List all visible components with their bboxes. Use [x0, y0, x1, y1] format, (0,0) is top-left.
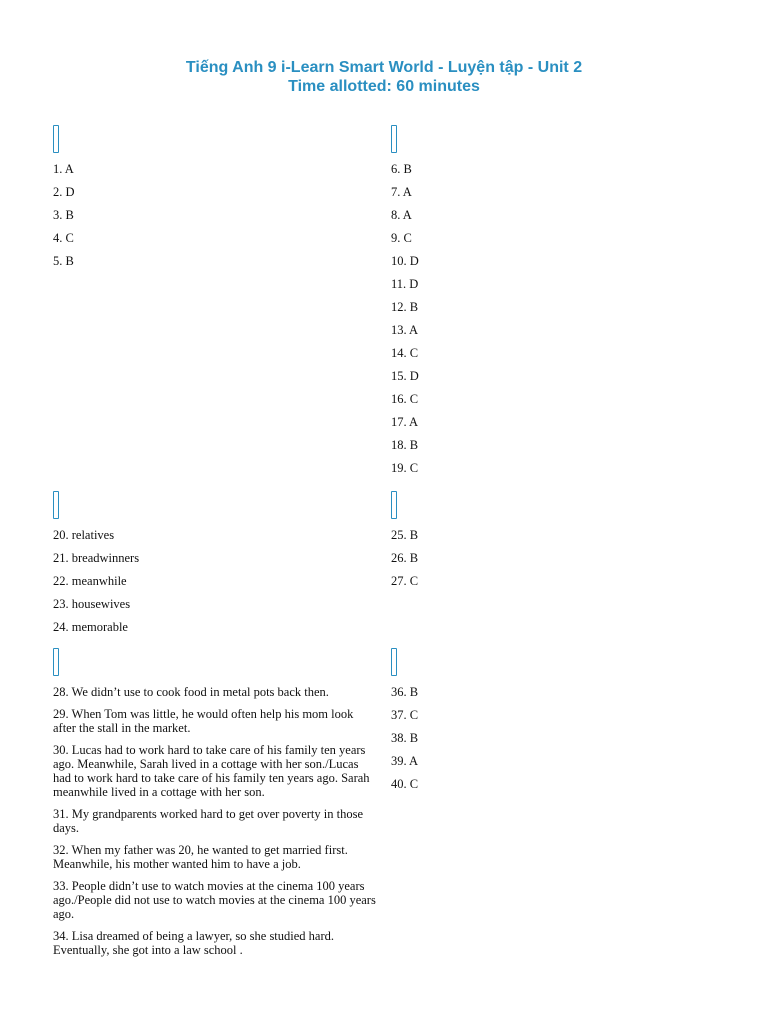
answer-item: 36. B	[391, 685, 419, 699]
answer-item: 6. B	[391, 162, 412, 176]
answer-item: 19. C	[391, 461, 419, 475]
answer-item: 37. C	[391, 708, 419, 722]
answer-item: 26. B	[391, 551, 419, 565]
section-marker-icon	[53, 125, 59, 153]
answer-item: 21. breadwinners	[53, 551, 140, 565]
answer-item: 13. A	[391, 323, 419, 337]
answer-item: 11. D	[391, 277, 419, 291]
answers-28-34	[53, 685, 378, 965]
answer-item: 34. Lisa dreamed of being a lawyer, so she studied hard. Eventually, she got into a law school .	[53, 929, 335, 957]
answer-item: 2. D	[53, 185, 75, 199]
answer-item: 7. A	[391, 185, 412, 199]
answer-item: 40. C	[391, 777, 419, 791]
answer-item: 38. B	[391, 731, 419, 745]
answer-item: 16. C	[391, 392, 419, 406]
answer-item: 14. C	[391, 346, 419, 360]
answers-6-19	[391, 162, 691, 484]
answers-20-24	[53, 528, 378, 643]
answer-item: 30. Lucas had to work hard to take care of his family ten years ago. Meanwhile, Sarah lived in a cottage with her son./Lucas had to work hard to take care of his family ten years ago. Sarah meanwhile lived in a cottage with her son.	[53, 743, 370, 799]
section-marker-icon	[391, 648, 397, 676]
answer-item: 31. My grandparents worked hard to get over poverty in those days.	[53, 807, 363, 835]
answer-item: 33. People didn’t use to watch movies at the cinema 100 years ago./People did not use to watch movies at the cinema 100 years ago.	[53, 879, 376, 921]
answer-item: 28. We didn’t use to cook food in metal pots back then.	[53, 685, 329, 699]
answer-item: 22. meanwhile	[53, 574, 127, 588]
answer-item: 15. D	[391, 369, 419, 383]
answer-item: 18. B	[391, 438, 419, 452]
answer-item: 10. D	[391, 254, 419, 268]
answer-item: 3. B	[53, 208, 74, 222]
answer-item: 5. B	[53, 254, 74, 268]
answer-item: 25. B	[391, 528, 419, 542]
section-marker-icon	[391, 491, 397, 519]
answer-item: 12. B	[391, 300, 419, 314]
answer-item: 17. A	[391, 415, 419, 429]
answers-36-40	[391, 685, 691, 800]
time-allotted: Time allotted: 60 minutes	[288, 78, 480, 95]
answer-item: 4. C	[53, 231, 74, 245]
title-line: Tiếng Anh 9 i-Learn Smart World - Luyện tập - Unit 2	[185, 59, 583, 76]
answer-item: 9. C	[391, 231, 412, 245]
section-marker-icon	[391, 125, 397, 153]
answer-item: 27. C	[391, 574, 419, 588]
answer-item: 20. relatives	[53, 528, 115, 542]
answer-item: 29. When Tom was little, he would often help his mom look after the stall in the market.	[53, 707, 354, 735]
answer-item: 24. memorable	[53, 620, 128, 634]
answer-item: 39. A	[391, 754, 419, 768]
document-title	[0, 58, 768, 96]
answers-1-5	[53, 162, 378, 277]
section-marker-icon	[53, 648, 59, 676]
answer-item: 23. housewives	[53, 597, 131, 611]
section-marker-icon	[53, 491, 59, 519]
answer-item: 1. A	[53, 162, 74, 176]
answers-25-27	[391, 528, 691, 597]
answer-item: 8. A	[391, 208, 412, 222]
answer-item: 32. When my father was 20, he wanted to get married first. Meanwhile, his mother wanted him to have a job.	[53, 843, 348, 871]
